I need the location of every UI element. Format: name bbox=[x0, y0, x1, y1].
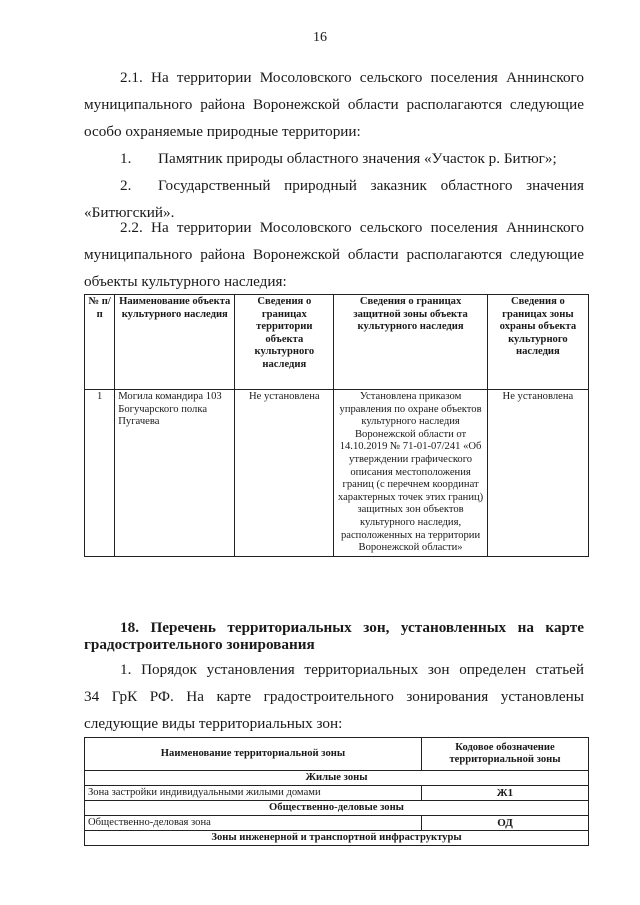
list-text: Государственный природный заказник областного значения bbox=[158, 177, 584, 194]
paragraph-line: объекты культурного наследия: bbox=[84, 273, 287, 290]
page-number: 16 bbox=[313, 30, 327, 45]
table-cell: Установлена приказом управления по охране объектов культурного наследия Воронежской области от 14.10.2019 № 71-01-07/241 «Об утверждении графического описания местоположения границ (с перечнем координат характерных точек этих границ) защитных зон объектов культурного наследия, расположенных на территории Воронежской области» bbox=[334, 390, 487, 557]
table-header-row bbox=[85, 295, 589, 390]
table-header-row bbox=[85, 738, 589, 771]
paragraph-line: следующие виды территориальных зон: bbox=[84, 715, 343, 732]
table-cell: Зона застройки индивидуальными жилыми домами bbox=[85, 786, 422, 801]
table-cell: ОД bbox=[422, 816, 589, 831]
table-group-row bbox=[85, 801, 589, 816]
column-header: Наименование объекта культурного наследия bbox=[115, 295, 235, 390]
column-header: Сведения о границах защитной зоны объекта культурного наследия bbox=[334, 295, 487, 390]
table-group-row bbox=[85, 831, 589, 846]
group-title: Зоны инженерной и транспортной инфраструктуры bbox=[85, 831, 589, 846]
table-row bbox=[85, 786, 589, 801]
table-group-row bbox=[85, 771, 589, 786]
paragraph-line: 2.1. На территории Мосоловского сельского поселения Аннинского bbox=[120, 69, 584, 86]
column-header: Кодовое обозначение территориальной зоны bbox=[422, 738, 589, 771]
paragraph-line: муниципального района Воронежской области располагаются следующие bbox=[84, 246, 584, 263]
table-cell: Ж1 bbox=[422, 786, 589, 801]
group-title: Жилые зоны bbox=[85, 771, 589, 786]
list-text: «Битюгский». bbox=[84, 204, 175, 221]
table-cell: Могила командира 103 Богучарского полка Пугачева bbox=[115, 390, 235, 557]
paragraph-line: 34 ГрК РФ. На карте градостроительного зонирования установлены bbox=[84, 688, 584, 705]
column-header: Сведения о границах зоны охраны объекта культурного наследия bbox=[487, 295, 588, 390]
list-text: Памятник природы областного значения «Участок р. Битюг»; bbox=[158, 150, 557, 167]
column-header: Наименование территориальной зоны bbox=[85, 738, 422, 771]
heading-line: 18. Перечень территориальных зон, установленных на карте bbox=[120, 619, 584, 636]
table-cell: Не установлена bbox=[487, 390, 588, 557]
list-item-1 bbox=[84, 145, 584, 172]
table-row bbox=[85, 816, 589, 831]
zones-table bbox=[84, 737, 589, 846]
paragraph-line: особо охраняемые природные территории: bbox=[84, 123, 361, 140]
list-number: 2. bbox=[120, 177, 132, 194]
column-header: № п/п bbox=[85, 295, 115, 390]
heading-line: градостроительного зонирования bbox=[84, 636, 315, 653]
paragraph-2-2 bbox=[84, 214, 584, 295]
table-cell: 1 bbox=[85, 390, 115, 557]
group-title: Общественно-деловые зоны bbox=[85, 801, 589, 816]
table-cell: Не установлена bbox=[235, 390, 334, 557]
paragraph-line: 1. Порядок установления территориальных зон определен статьей bbox=[120, 661, 584, 678]
paragraph-line: 2.2. На территории Мосоловского сельского поселения Аннинского bbox=[120, 219, 584, 236]
column-header: Сведения о границах территории объекта культурного наследия bbox=[235, 295, 334, 390]
paragraph-line: муниципального района Воронежской области располагаются следующие bbox=[84, 96, 584, 113]
paragraph-2-1 bbox=[84, 64, 584, 145]
table-row bbox=[85, 390, 589, 557]
section-heading bbox=[84, 619, 584, 653]
list-number: 1. bbox=[120, 150, 132, 167]
heritage-table bbox=[84, 294, 589, 557]
paragraph-1 bbox=[84, 656, 584, 737]
table-cell: Общественно-деловая зона bbox=[85, 816, 422, 831]
